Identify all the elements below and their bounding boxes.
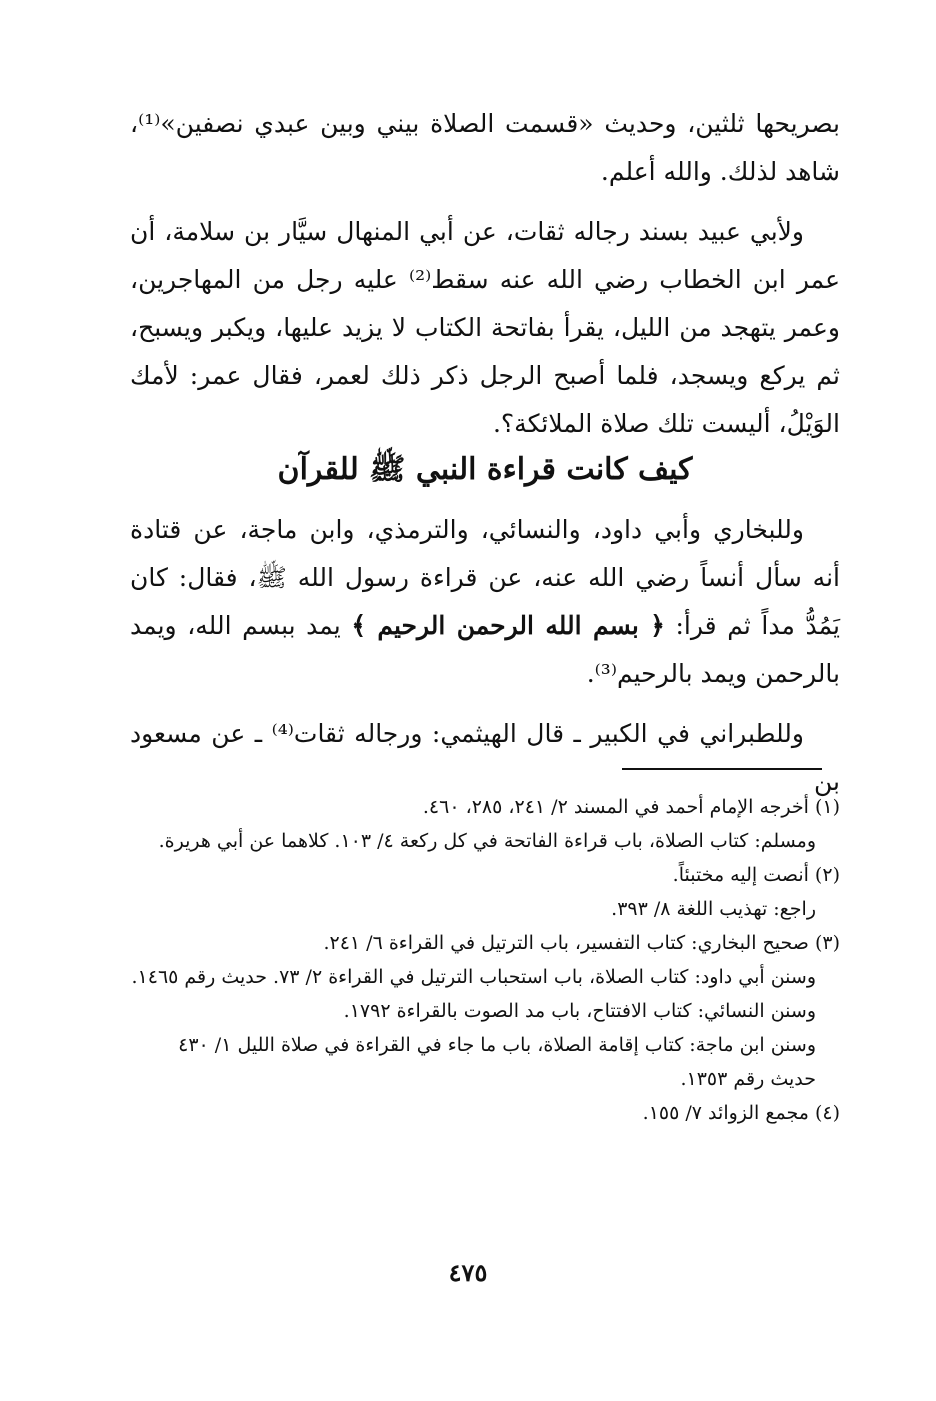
paragraph-1: بصريحها ثلثين، وحديث «قسمت الصلاة بيني وبين عبدي نصفين»⁽¹⁾، شاهد لذلك. والله أعلم. — [130, 109, 840, 186]
paragraph-3-start: وللبخاري وأبي داود، والنسائي، والترمذي، وابن ماجة، عن قتادة أنه سأل أنساً رضي الله عنه، عن قراءة رسول الله ﷺ، فقال: كان يَمُدُّ مداً ثم قرأ: — [130, 515, 840, 640]
main-text-bottom — [130, 506, 840, 806]
footnote-separator — [622, 768, 822, 770]
main-text-top — [130, 100, 840, 448]
paragraph-4: وللطبراني في الكبير ـ قال الهيثمي: ورجاله ثقات⁽⁴⁾ ـ عن مسعود بن — [130, 719, 840, 796]
footnote-1: (١) أخرجه الإمام أحمد في المسند ٢/ ٢٤١، ٢٨٥، ٤٦٠. — [422, 796, 840, 818]
footnote-3: (٣) صحيح البخاري: كتاب التفسير، باب الترتيل في القراءة ٦/ ٢٤١. — [323, 932, 840, 954]
footnote-1-continued: ومسلم: كتاب الصلاة، باب قراءة الفاتحة في كل ركعة ٤/ ١٠٣. كلاهما عن أبي هريرة. — [158, 830, 816, 852]
footnote-4: (٤) مجمع الزوائد ٧/ ١٥٥. — [642, 1102, 840, 1124]
paragraph-gap — [130, 698, 840, 710]
paragraph-3 — [130, 506, 840, 698]
quran-quote: ﴿ بسم الله الرحمن الرحيم ﴾ — [351, 611, 665, 640]
paragraph-gap — [130, 196, 840, 208]
footnote-3-continued-nasai: وسنن النسائي: كتاب الافتتاح، باب مد الصوت بالقراءة ١٧٩٢. — [343, 1000, 816, 1022]
footnote-2-continued: راجع: تهذيب اللغة ٨/ ٣٩٣. — [611, 898, 816, 920]
page-number: ٤٧٥ — [448, 1258, 488, 1287]
footnotes — [130, 790, 840, 1130]
footnote-3-continued-abu-dawud: وسنن أبي داود: كتاب الصلاة، باب استحباب الترتيل في القراءة ٢/ ٧٣. حديث رقم ١٤٦٥. — [131, 966, 816, 988]
footnote-2: (٢) أنصت إليه مختبئاً. — [672, 864, 840, 886]
section-heading: كيف كانت قراءة النبي ﷺ للقرآن — [277, 452, 693, 487]
footnote-3-continued-ibn-majah: وسنن ابن ماجة: كتاب إقامة الصلاة، باب ما جاء في القراءة في صلاة الليل ١/ ٤٣٠ حديث رقم ١٣٥٣. — [178, 1034, 816, 1090]
paragraph-3-end: يمد ببسم الله، ويمد بالرحمن ويمد بالرحيم⁽³⁾. — [130, 611, 840, 688]
paragraph-2: ولأبي عبيد بسند رجاله ثقات، عن أبي المنهال سيَّار بن سلامة، أن عمر ابن الخطاب رضي الله عنه سقط⁽²⁾ عليه رجل من المهاجرين، وعمر يتهجد من الليل، يقرأ بفاتحة الكتاب لا يزيد عليها، ويكبر ويسبح، ثم يركع ويسجد، فلما أصبح الرجل ذكر ذلك لعمر، فقال عمر: لأمك الوَيْلُ، أليست تلك صلاة الملائكة؟. — [130, 217, 840, 438]
